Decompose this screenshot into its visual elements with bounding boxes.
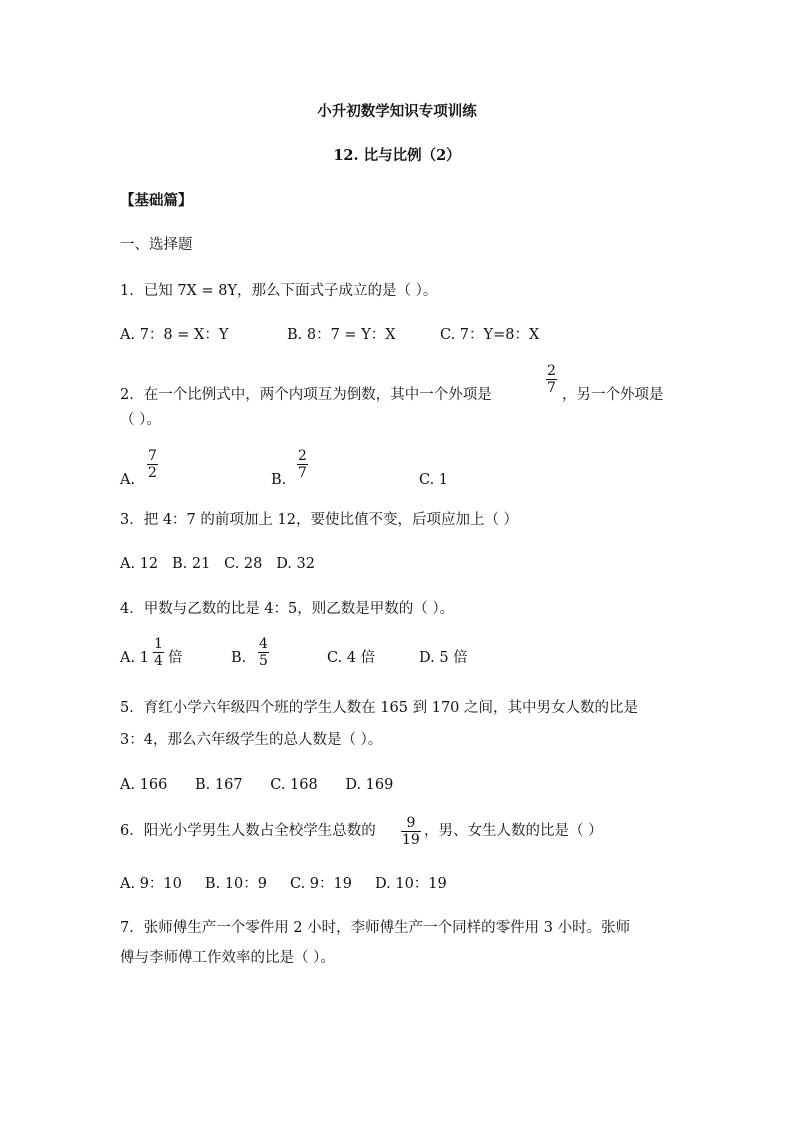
fraction-denominator: 7 xyxy=(547,380,556,396)
question-1-option-c: C. 7：Y=8：X xyxy=(440,327,540,343)
question-1-stem: 1．已知 7X = 8Y，那么下面式子成立的是（ ）。 xyxy=(120,283,438,299)
question-5-options: A. 166 B. 167 C. 168 D. 169 xyxy=(120,777,394,793)
question-7-stem-line2: 傅与李师傅工作效率的比是（ ）。 xyxy=(120,950,335,966)
question-2-option-b-label: B. xyxy=(271,472,287,488)
question-4-option-b-fraction xyxy=(258,636,269,669)
question-4-option-a-fraction xyxy=(153,636,164,669)
question-1-option-a: A. 7：8 = X：Y xyxy=(120,327,229,343)
part-heading: 一、选择题 xyxy=(120,237,193,253)
fraction-numerator: 9 xyxy=(406,815,416,831)
question-3-stem: 3．把 4：7 的前项加上 12，要使比值不变，后项应加上（ ） xyxy=(120,512,519,528)
question-2-fraction xyxy=(546,363,557,396)
document-subtitle: 12. 比与比例（2） xyxy=(333,147,461,164)
document-title: 小升初数学知识专项训练 xyxy=(317,103,477,120)
question-6-stem-part1: 6．阳光小学男生人数占全校学生总数的 xyxy=(120,823,376,839)
fraction-denominator: 4 xyxy=(154,653,163,669)
fraction-numerator: 1 xyxy=(154,636,163,652)
question-4-stem: 4．甲数与乙数的比是 4：5，则乙数是甲数的（ ）。 xyxy=(120,601,455,617)
question-2-option-b-fraction xyxy=(297,448,308,481)
question-2-stem-part3: （ ）。 xyxy=(120,412,161,428)
question-2-stem-part1: 2．在一个比例式中，两个内项互为倒数，其中一个外项是 xyxy=(120,387,492,403)
question-4-option-a-label: A. 1 xyxy=(120,650,149,666)
question-5-stem-line2: 3：4，那么六年级学生的总人数是（ ）。 xyxy=(120,732,383,748)
question-2-stem-part2: ，另一个外项是 xyxy=(562,387,664,403)
question-2-option-c: C. 1 xyxy=(419,472,449,488)
fraction-denominator: 7 xyxy=(298,465,307,481)
question-4-option-d: D. 5 倍 xyxy=(419,650,468,666)
fraction-denominator: 5 xyxy=(259,653,268,669)
question-1-option-b: B. 8：7 = Y：X xyxy=(287,327,396,343)
question-4-option-a-suffix: 倍 xyxy=(168,650,183,666)
fraction-denominator: 19 xyxy=(402,832,420,848)
question-6-fraction xyxy=(401,815,421,848)
question-4-option-b-label: B. xyxy=(231,650,247,666)
question-7-stem-line1: 7．张师傅生产一个零件用 2 小时，李师傅生产一个同样的零件用 3 小时。张师 xyxy=(120,920,631,936)
fraction-numerator: 2 xyxy=(298,448,307,464)
fraction-numerator: 4 xyxy=(259,636,268,652)
question-2-option-a-label: A. xyxy=(120,472,136,488)
question-3-options: A. 12 B. 21 C. 28 D. 32 xyxy=(120,556,315,572)
question-6-options: A. 9：10 B. 10：9 C. 9：19 D. 10：19 xyxy=(120,876,447,892)
question-2-option-a-fraction xyxy=(147,448,158,481)
fraction-numerator: 7 xyxy=(148,448,157,464)
question-5-stem-line1: 5．育红小学六年级四个班的学生人数在 165 到 170 之间，其中男女人数的比是 xyxy=(120,700,639,716)
question-4-option-c: C. 4 倍 xyxy=(327,650,376,666)
section-heading: 【基础篇】 xyxy=(120,192,193,209)
fraction-denominator: 2 xyxy=(148,465,157,481)
question-6-stem-part2: ，男、女生人数的比是（ ） xyxy=(424,823,603,839)
fraction-numerator: 2 xyxy=(547,363,556,379)
